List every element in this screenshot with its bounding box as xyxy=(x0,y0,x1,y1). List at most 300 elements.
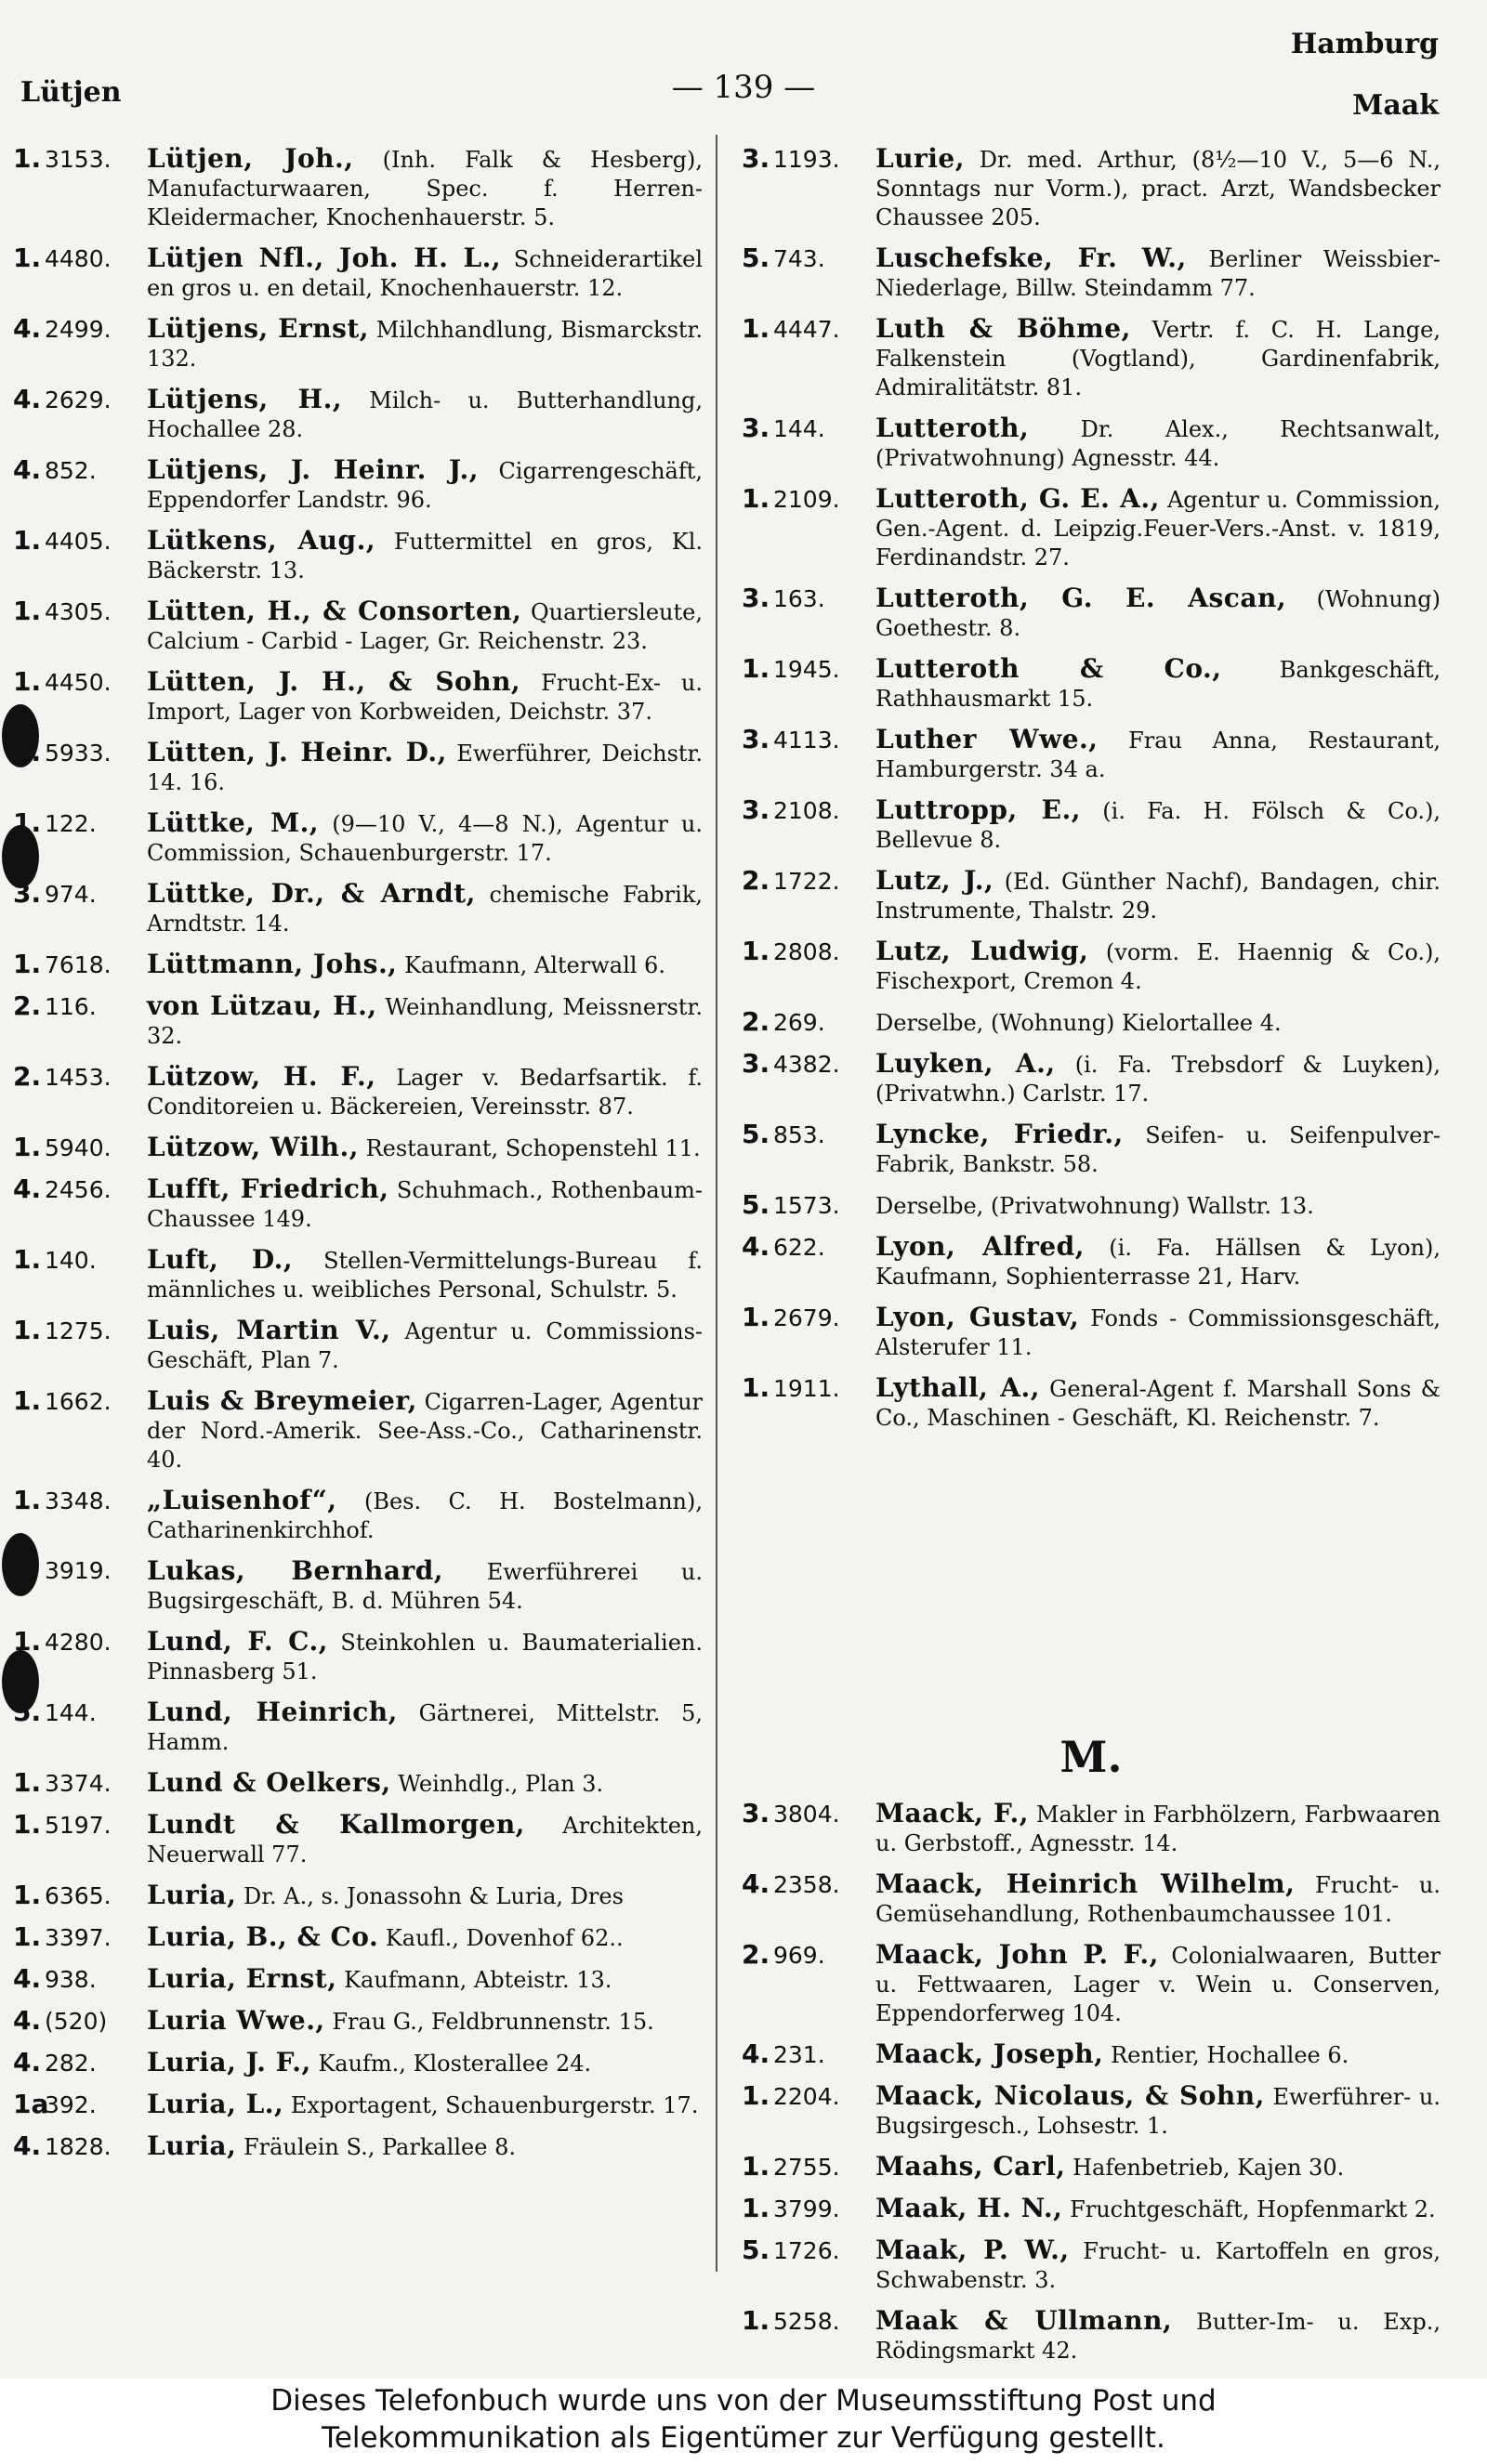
entry-body xyxy=(875,937,1441,996)
subscriber-details: Colonialwaaren, Butter u. Fettwaaren, Lager v. Wein u. Conserven, Eppendorferweg 104. xyxy=(875,1943,1441,2026)
entry-body xyxy=(875,583,1441,643)
subscriber-details: Milch- u. Butterhandlung, Hochallee 28. xyxy=(147,387,703,442)
exchange-district: 5. xyxy=(742,2235,770,2265)
phone-number xyxy=(742,2194,875,2223)
entry-body xyxy=(147,1922,703,1953)
line-number: 2109. xyxy=(773,486,840,513)
directory-entry xyxy=(13,526,703,585)
subscriber-details: Exportagent, Schauenburgerstr. 17. xyxy=(290,2092,699,2118)
entry-body xyxy=(147,243,703,303)
exchange-district: 1a xyxy=(13,2089,49,2119)
subscriber-details: Kaufm., Klosterallee 24. xyxy=(318,2051,592,2077)
subscriber-details: Kaufl., Dovenhof 62.. xyxy=(385,1925,624,1951)
exchange-district: 1. xyxy=(742,2193,770,2223)
exchange-district: 2. xyxy=(13,1061,42,1092)
exchange-district: 4. xyxy=(13,2130,42,2161)
directory-entry xyxy=(13,455,703,515)
phone-number xyxy=(742,937,875,966)
line-number: 853. xyxy=(773,1121,825,1148)
entry-body xyxy=(147,1245,703,1304)
phone-number xyxy=(13,1768,147,1798)
directory-entry xyxy=(742,1120,1441,1179)
subscriber-details: Fräulein S., Parkallee 8. xyxy=(243,2134,516,2160)
subscriber-name: Luria Wwe., xyxy=(147,2005,325,2036)
subscriber-name: Lufft, Friedrich, xyxy=(147,1173,389,1204)
line-number: 144. xyxy=(45,1699,97,1726)
phone-number xyxy=(13,455,147,485)
subscriber-details: General-Agent f. Marshall Sons & Co., Maschinen - Geschäft, Kl. Reichenstr. 7. xyxy=(875,1376,1441,1431)
entry-body xyxy=(875,1232,1441,1291)
subscriber-name: Luria, B., & Co. xyxy=(147,1921,379,1952)
entry-body xyxy=(875,314,1441,402)
line-number: 5940. xyxy=(45,1134,112,1161)
subscriber-details: Rentier, Hochallee 6. xyxy=(1111,2042,1349,2068)
line-number: 282. xyxy=(45,2050,97,2077)
entry-body xyxy=(875,2235,1441,2295)
line-number: 3348. xyxy=(45,1488,112,1514)
line-number: 743. xyxy=(773,245,825,272)
phone-number xyxy=(742,1232,875,1262)
right-column xyxy=(742,144,1441,2377)
directory-entry xyxy=(742,725,1441,784)
exchange-district: 1. xyxy=(742,936,770,966)
exchange-district: 3. xyxy=(742,583,770,613)
line-number: 4447. xyxy=(773,316,840,343)
entry-body xyxy=(147,1768,703,1799)
phone-number xyxy=(742,1869,875,1899)
exchange-district: 4. xyxy=(13,1963,42,1994)
exchange-district: 4. xyxy=(742,2038,770,2069)
phone-number xyxy=(13,1062,147,1092)
subscriber-name: Luria, xyxy=(147,1880,237,1910)
exchange-district: 3. xyxy=(742,413,770,443)
subscriber-name: Lütjens, J. Heinr. J., xyxy=(147,454,480,485)
subscriber-details: (Inh. Falk & Hesberg), Manufacturwaaren, Spec. f. Herren-Kleidermacher, Knochenhauerstr. 5. xyxy=(147,147,703,230)
left-column xyxy=(13,144,703,2173)
header-first-name: Lütjen xyxy=(20,76,122,109)
exchange-district: 1. xyxy=(13,596,42,626)
phone-number xyxy=(13,1881,147,1910)
subscriber-details: chemische Fabrik, Arndtstr. 14. xyxy=(147,882,703,937)
footer-note xyxy=(0,2379,1487,2464)
subscriber-name: Lukas, Bernhard, xyxy=(147,1555,444,1586)
directory-entry xyxy=(742,583,1441,643)
phone-number xyxy=(742,243,875,273)
subscriber-details: (Bes. C. H. Bostelmann), Catharinenkirchhof. xyxy=(147,1488,703,1543)
entry-body xyxy=(875,1049,1441,1108)
subscriber-details: Futtermittel en gros, Kl. Bäckerstr. 13. xyxy=(147,529,703,583)
line-number: 4280. xyxy=(45,1629,112,1656)
entry-body xyxy=(147,808,703,868)
phone-number xyxy=(13,1627,147,1657)
exchange-district: 4. xyxy=(13,1173,42,1204)
directory-entry xyxy=(13,1697,703,1757)
exchange-district: 4. xyxy=(13,313,42,344)
line-number: 1662. xyxy=(45,1388,112,1415)
phone-number xyxy=(13,2048,147,2077)
exchange-district: 4. xyxy=(13,2005,42,2036)
line-number: 3153. xyxy=(45,146,112,173)
subscriber-name: Lutteroth, G. E. Ascan, xyxy=(875,583,1287,613)
entry-body xyxy=(147,2131,703,2162)
directory-entry xyxy=(13,1062,703,1121)
line-number: 4113. xyxy=(773,727,840,754)
subscriber-details: Vertr. f. C. H. Lange, Falkenstein (Vogtland), Gardinenfabrik, Admiralitätstr. 81. xyxy=(875,317,1441,400)
exchange-district: 4. xyxy=(13,454,42,485)
entry-body xyxy=(875,725,1441,784)
phone-number xyxy=(742,2152,875,2182)
directory-entry xyxy=(13,1316,703,1375)
exchange-district: 5. xyxy=(13,1697,42,1727)
directory-entry xyxy=(742,2235,1441,2295)
entry-body xyxy=(875,144,1441,232)
phone-number xyxy=(742,2081,875,2111)
subscriber-name: Lundt & Kallmorgen, xyxy=(147,1809,525,1840)
directory-entry xyxy=(13,2131,703,2162)
exchange-district: 3. xyxy=(742,143,770,174)
entry-body xyxy=(875,1120,1441,1179)
subscriber-details: Frau G., Feldbrunnenstr. 15. xyxy=(332,2009,654,2035)
entry-body xyxy=(875,2306,1441,2366)
subscriber-details: Schuhmach., Rothenbaum-Chaussee 149. xyxy=(147,1177,703,1232)
entry-body xyxy=(147,667,703,727)
exchange-district: 2. xyxy=(742,1006,770,1037)
directory-entry xyxy=(742,1799,1441,1858)
subscriber-name: von Lützau, H., xyxy=(147,990,377,1021)
exchange-district: 1. xyxy=(742,313,770,344)
subscriber-name: Lüttke, Dr., & Arndt, xyxy=(147,878,476,909)
subscriber-name: Maack, Nicolaus, & Sohn, xyxy=(875,2080,1265,2111)
entry-body xyxy=(875,1940,1441,2028)
directory-entry xyxy=(742,937,1441,996)
exchange-district: 2. xyxy=(742,865,770,896)
line-number: 2629. xyxy=(45,387,112,413)
line-number: 140. xyxy=(45,1247,97,1274)
exchange-district: 1. xyxy=(742,483,770,514)
exchange-district: 5. xyxy=(742,1119,770,1149)
entry-body xyxy=(875,2039,1441,2070)
exchange-district: 1. xyxy=(13,1132,42,1162)
phone-number xyxy=(13,144,147,174)
entry-body xyxy=(875,2081,1441,2141)
exchange-district: 1. xyxy=(13,807,42,838)
entry-body xyxy=(147,1386,703,1474)
entry-body xyxy=(147,2090,703,2120)
phone-number xyxy=(13,1316,147,1345)
entry-body xyxy=(147,596,703,656)
directory-entry xyxy=(13,1486,703,1545)
line-number: 1573. xyxy=(773,1192,840,1219)
subscriber-details: Gärtnerei, Mittelstr. 5, Hamm. xyxy=(147,1700,703,1755)
subscriber-name: Lyon, Alfred, xyxy=(875,1231,1085,1262)
subscriber-details: Agentur u. Commissions-Geschäft, Plan 7. xyxy=(147,1318,703,1373)
line-number: 4405. xyxy=(45,528,112,555)
phone-number xyxy=(742,1120,875,1149)
line-number: 1911. xyxy=(773,1375,840,1402)
subscriber-details: (Ed. Günther Nachf), Bandagen, chir. Instrumente, Thalstr. 29. xyxy=(875,869,1441,924)
exchange-district: 1. xyxy=(742,653,770,684)
directory-entry xyxy=(13,1964,703,1995)
subscriber-name: Lütjen, Joh., xyxy=(147,143,354,174)
entry-body xyxy=(147,1556,703,1616)
line-number: 2204. xyxy=(773,2083,840,2110)
phone-number xyxy=(742,1007,875,1037)
line-number: 4450. xyxy=(45,669,112,696)
subscriber-name: Lüttke, M., xyxy=(147,807,320,838)
phone-number xyxy=(742,2039,875,2069)
footer-line-1: Dieses Telefonbuch wurde uns von der Museumsstiftung Post und xyxy=(270,2384,1217,2418)
subscriber-name: Lurie, xyxy=(875,143,965,174)
line-number: 2808. xyxy=(773,938,840,965)
exchange-district: 1. xyxy=(13,1315,42,1345)
subscriber-name: Luschefske, Fr. W., xyxy=(875,242,1187,273)
phone-number xyxy=(742,1373,875,1403)
phone-number xyxy=(13,1245,147,1275)
subscriber-name: Lutteroth, G. E. A., xyxy=(875,483,1160,514)
subscriber-details: Derselbe, (Wohnung) Kielortallee 4. xyxy=(875,1010,1282,1036)
phone-number xyxy=(13,2006,147,2036)
phone-number xyxy=(742,1190,875,1220)
subscriber-details: Fonds - Commissionsgeschäft, Alsterufer 11. xyxy=(875,1305,1441,1360)
directory-entry xyxy=(13,2048,703,2078)
directory-entry xyxy=(13,1810,703,1869)
entry-body xyxy=(147,991,703,1051)
exchange-district: 1. xyxy=(742,2305,770,2336)
subscriber-details: Ewerführer- u. Bugsirgesch., Lohsestr. 1. xyxy=(875,2084,1441,2139)
subscriber-name: Lütkens, Aug., xyxy=(147,525,376,556)
phone-number xyxy=(742,2235,875,2265)
directory-entry xyxy=(742,1190,1441,1221)
subscriber-details: Berliner Weissbier-Niederlage, Billw. Steindamm 77. xyxy=(875,246,1441,301)
subscriber-details: Frucht-Ex- u. Import, Lager von Korbweiden, Deichstr. 37. xyxy=(147,670,703,725)
section-letter: M. xyxy=(1059,1732,1123,1782)
subscriber-name: Maak, P. W., xyxy=(875,2235,1070,2265)
exchange-district: 3. xyxy=(742,1048,770,1079)
directory-entry xyxy=(13,991,703,1051)
subscriber-name: Lutteroth & Co., xyxy=(875,653,1222,684)
line-number: 938. xyxy=(45,1966,97,1993)
line-number: 231. xyxy=(773,2041,825,2068)
line-number: 144. xyxy=(773,415,825,442)
directory-entry xyxy=(13,385,703,444)
exchange-district: 1. xyxy=(13,949,42,979)
exchange-district: 3. xyxy=(742,1798,770,1828)
subscriber-name: Lützow, Wilh., xyxy=(147,1132,359,1162)
line-number: 622. xyxy=(773,1234,825,1261)
exchange-district: 1. xyxy=(13,143,42,174)
subscriber-name: Lutteroth, xyxy=(875,413,1030,443)
entry-body xyxy=(147,385,703,444)
phone-number xyxy=(742,2306,875,2336)
directory-entry xyxy=(742,1869,1441,1929)
line-number: 3374. xyxy=(45,1770,112,1797)
entry-body xyxy=(875,1799,1441,1858)
entry-body xyxy=(875,654,1441,714)
exchange-district: 4. xyxy=(13,2047,42,2077)
line-number: 4382. xyxy=(773,1051,840,1078)
subscriber-details: Ewerführerei u. Bugsirgeschäft, B. d. Mühren 54. xyxy=(147,1559,704,1614)
subscriber-details: Kaufmann, Alterwall 6. xyxy=(404,952,665,978)
line-number: 1828. xyxy=(45,2133,112,2160)
subscriber-details: (i. Fa. Hällsen & Lyon), Kaufmann, Sophienterrasse 21, Harv. xyxy=(875,1235,1441,1290)
directory-entry xyxy=(13,808,703,868)
subscriber-name: Luis, Martin V., xyxy=(147,1315,391,1345)
line-number: 1722. xyxy=(773,868,840,895)
subscriber-name: Lütjens, H., xyxy=(147,384,343,414)
line-number: 974. xyxy=(45,881,97,908)
phone-number xyxy=(742,1303,875,1332)
exchange-district: 2. xyxy=(13,990,42,1021)
phone-number xyxy=(13,314,147,344)
phone-number xyxy=(13,1133,147,1162)
exchange-district: 3. xyxy=(742,794,770,825)
subscriber-details: Dr. A., s. Jonassohn & Luria, Dres xyxy=(243,1883,624,1909)
subscriber-name: Lütjen Nfl., Joh. H. L., xyxy=(147,242,502,273)
line-number: 5197. xyxy=(45,1812,112,1839)
phone-number xyxy=(13,1556,147,1585)
directory-entry xyxy=(13,1174,703,1234)
entry-body xyxy=(875,2152,1441,2182)
line-number: 2679. xyxy=(773,1304,840,1331)
phone-number xyxy=(13,526,147,556)
subscriber-name: Lüttmann, Johs., xyxy=(147,949,398,979)
directory-entry xyxy=(13,667,703,727)
line-number: 5933. xyxy=(45,740,112,767)
subscriber-details: Quartiersleute, Calcium - Carbid - Lager, Gr. Reichenstr. 23. xyxy=(147,599,703,654)
subscriber-details: Cigarren-Lager, Agentur der Nord.-Amerik. See-Ass.-Co., Catharinenstr. 40. xyxy=(147,1389,703,1473)
line-number: 7618. xyxy=(45,951,112,978)
phone-number xyxy=(742,795,875,825)
subscriber-details: (i. Fa. Trebsdorf & Luyken), (Privatwhn.) Carlstr. 17. xyxy=(875,1052,1441,1107)
entry-body xyxy=(875,1007,1441,1038)
directory-entry xyxy=(742,2152,1441,2182)
directory-entry xyxy=(13,1133,703,1163)
directory-entry xyxy=(13,879,703,938)
subscriber-name: Lund & Oelkers, xyxy=(147,1767,391,1798)
entry-body xyxy=(147,1486,703,1545)
subscriber-details: Fruchtgeschäft, Hopfenmarkt 2. xyxy=(1070,2196,1436,2222)
exchange-district: 3. xyxy=(742,724,770,754)
entry-body xyxy=(147,1881,703,1911)
subscriber-details: Dr. med. Arthur, (8½—10 V., 5—6 N., Sonntags nur Vorm.), pract. Arzt, Wandsbecker Chaussee 205. xyxy=(875,147,1441,230)
subscriber-details: Frau Anna, Restaurant, Hamburgerstr. 34 a. xyxy=(875,727,1441,782)
subscriber-details: Schneiderartikel en gros u. en detail, Knochenhauerstr. 12. xyxy=(147,246,703,301)
exchange-district: 1. xyxy=(13,666,42,697)
phone-number xyxy=(742,144,875,174)
directory-entry xyxy=(742,1049,1441,1108)
subscriber-name: Lütten, J. H., & Sohn, xyxy=(147,666,521,697)
phone-number xyxy=(742,1799,875,1828)
entry-body xyxy=(875,866,1441,925)
entry-body xyxy=(875,795,1441,855)
directory-entry xyxy=(742,144,1441,232)
exchange-district: 1. xyxy=(742,1302,770,1332)
directory-entry xyxy=(742,2039,1441,2070)
subscriber-name: Lythall, A., xyxy=(875,1372,1040,1403)
line-number: 3799. xyxy=(773,2195,840,2222)
directory-entry xyxy=(742,654,1441,714)
subscriber-name: Maahs, Carl, xyxy=(875,2151,1066,2182)
phone-number xyxy=(13,2131,147,2161)
directory-entry xyxy=(13,950,703,980)
subscriber-name: Luyken, A., xyxy=(875,1048,1056,1079)
line-number: 6365. xyxy=(45,1882,112,1909)
line-number: 1275. xyxy=(45,1317,112,1344)
line-number: 2108. xyxy=(773,797,840,824)
directory-entry xyxy=(13,2090,703,2120)
directory-entry xyxy=(13,243,703,303)
subscriber-name: Luth & Böhme, xyxy=(875,313,1131,344)
directory-entry xyxy=(742,243,1441,303)
subscriber-details: Frucht- u. Gemüsehandlung, Rothenbaumchaussee 101. xyxy=(875,1872,1441,1927)
directory-entry xyxy=(742,2081,1441,2141)
phone-number xyxy=(742,1940,875,1970)
exchange-district: 5. xyxy=(742,242,770,273)
phone-number xyxy=(13,2090,147,2119)
entry-body xyxy=(147,1810,703,1869)
directory-entry xyxy=(13,1386,703,1474)
directory-entry xyxy=(742,1232,1441,1291)
footer-line-2: Telekommunikation als Eigentümer zur Verfügung gestellt. xyxy=(322,2421,1165,2455)
entry-body xyxy=(875,1373,1441,1433)
line-number: 3397. xyxy=(45,1924,112,1951)
subscriber-name: Lütten, H., & Consorten, xyxy=(147,596,522,626)
entry-body xyxy=(147,1174,703,1234)
directory-entry xyxy=(13,1768,703,1799)
exchange-district: 1. xyxy=(13,1921,42,1952)
subscriber-details: (i. Fa. H. Fölsch & Co.), Bellevue 8. xyxy=(875,798,1441,853)
entry-body xyxy=(147,144,703,232)
directory-entry xyxy=(742,1940,1441,2028)
exchange-district: 1. xyxy=(13,1809,42,1840)
phone-number xyxy=(13,1386,147,1416)
subscriber-name: Lund, Heinrich, xyxy=(147,1697,398,1727)
directory-entry xyxy=(13,738,703,797)
subscriber-name: Lyon, Gustav, xyxy=(875,1302,1080,1332)
line-number: 2755. xyxy=(773,2154,840,2181)
exchange-district: 1. xyxy=(742,2151,770,2182)
entry-body xyxy=(147,1062,703,1121)
subscriber-name: Maak & Ullmann, xyxy=(875,2305,1173,2336)
directory-entry xyxy=(13,1245,703,1304)
subscriber-name: Luther Wwe., xyxy=(875,724,1099,754)
subscriber-name: Luria, J. F., xyxy=(147,2047,311,2077)
entry-body xyxy=(147,1964,703,1995)
entry-body xyxy=(875,1869,1441,1929)
subscriber-details: Weinhdlg., Plan 3. xyxy=(398,1771,604,1797)
line-number: 269. xyxy=(773,1009,825,1036)
exchange-district: 1. xyxy=(13,525,42,556)
exchange-district: 1. xyxy=(13,1880,42,1910)
subscriber-name: Luria, Ernst, xyxy=(147,1963,337,1994)
line-number: 2358. xyxy=(773,1871,840,1898)
exchange-district: 1. xyxy=(742,2080,770,2111)
phone-number xyxy=(13,1964,147,1994)
subscriber-details: Stellen-Vermittelungs-Bureau f. männliches u. weibliches Personal, Schulstr. 5. xyxy=(147,1248,703,1303)
directory-entry xyxy=(13,1922,703,1953)
line-number: 2456. xyxy=(45,1176,112,1203)
entry-body xyxy=(875,243,1441,303)
phone-number xyxy=(13,1810,147,1840)
line-number: 3804. xyxy=(773,1801,840,1828)
directory-entry xyxy=(742,866,1441,925)
exchange-district: 1. xyxy=(13,737,42,767)
line-number: 5258. xyxy=(773,2308,840,2335)
entry-body xyxy=(147,526,703,585)
subscriber-name: Luria, L., xyxy=(147,2089,284,2119)
exchange-district: 1. xyxy=(13,1485,42,1515)
entry-body xyxy=(875,1303,1441,1362)
